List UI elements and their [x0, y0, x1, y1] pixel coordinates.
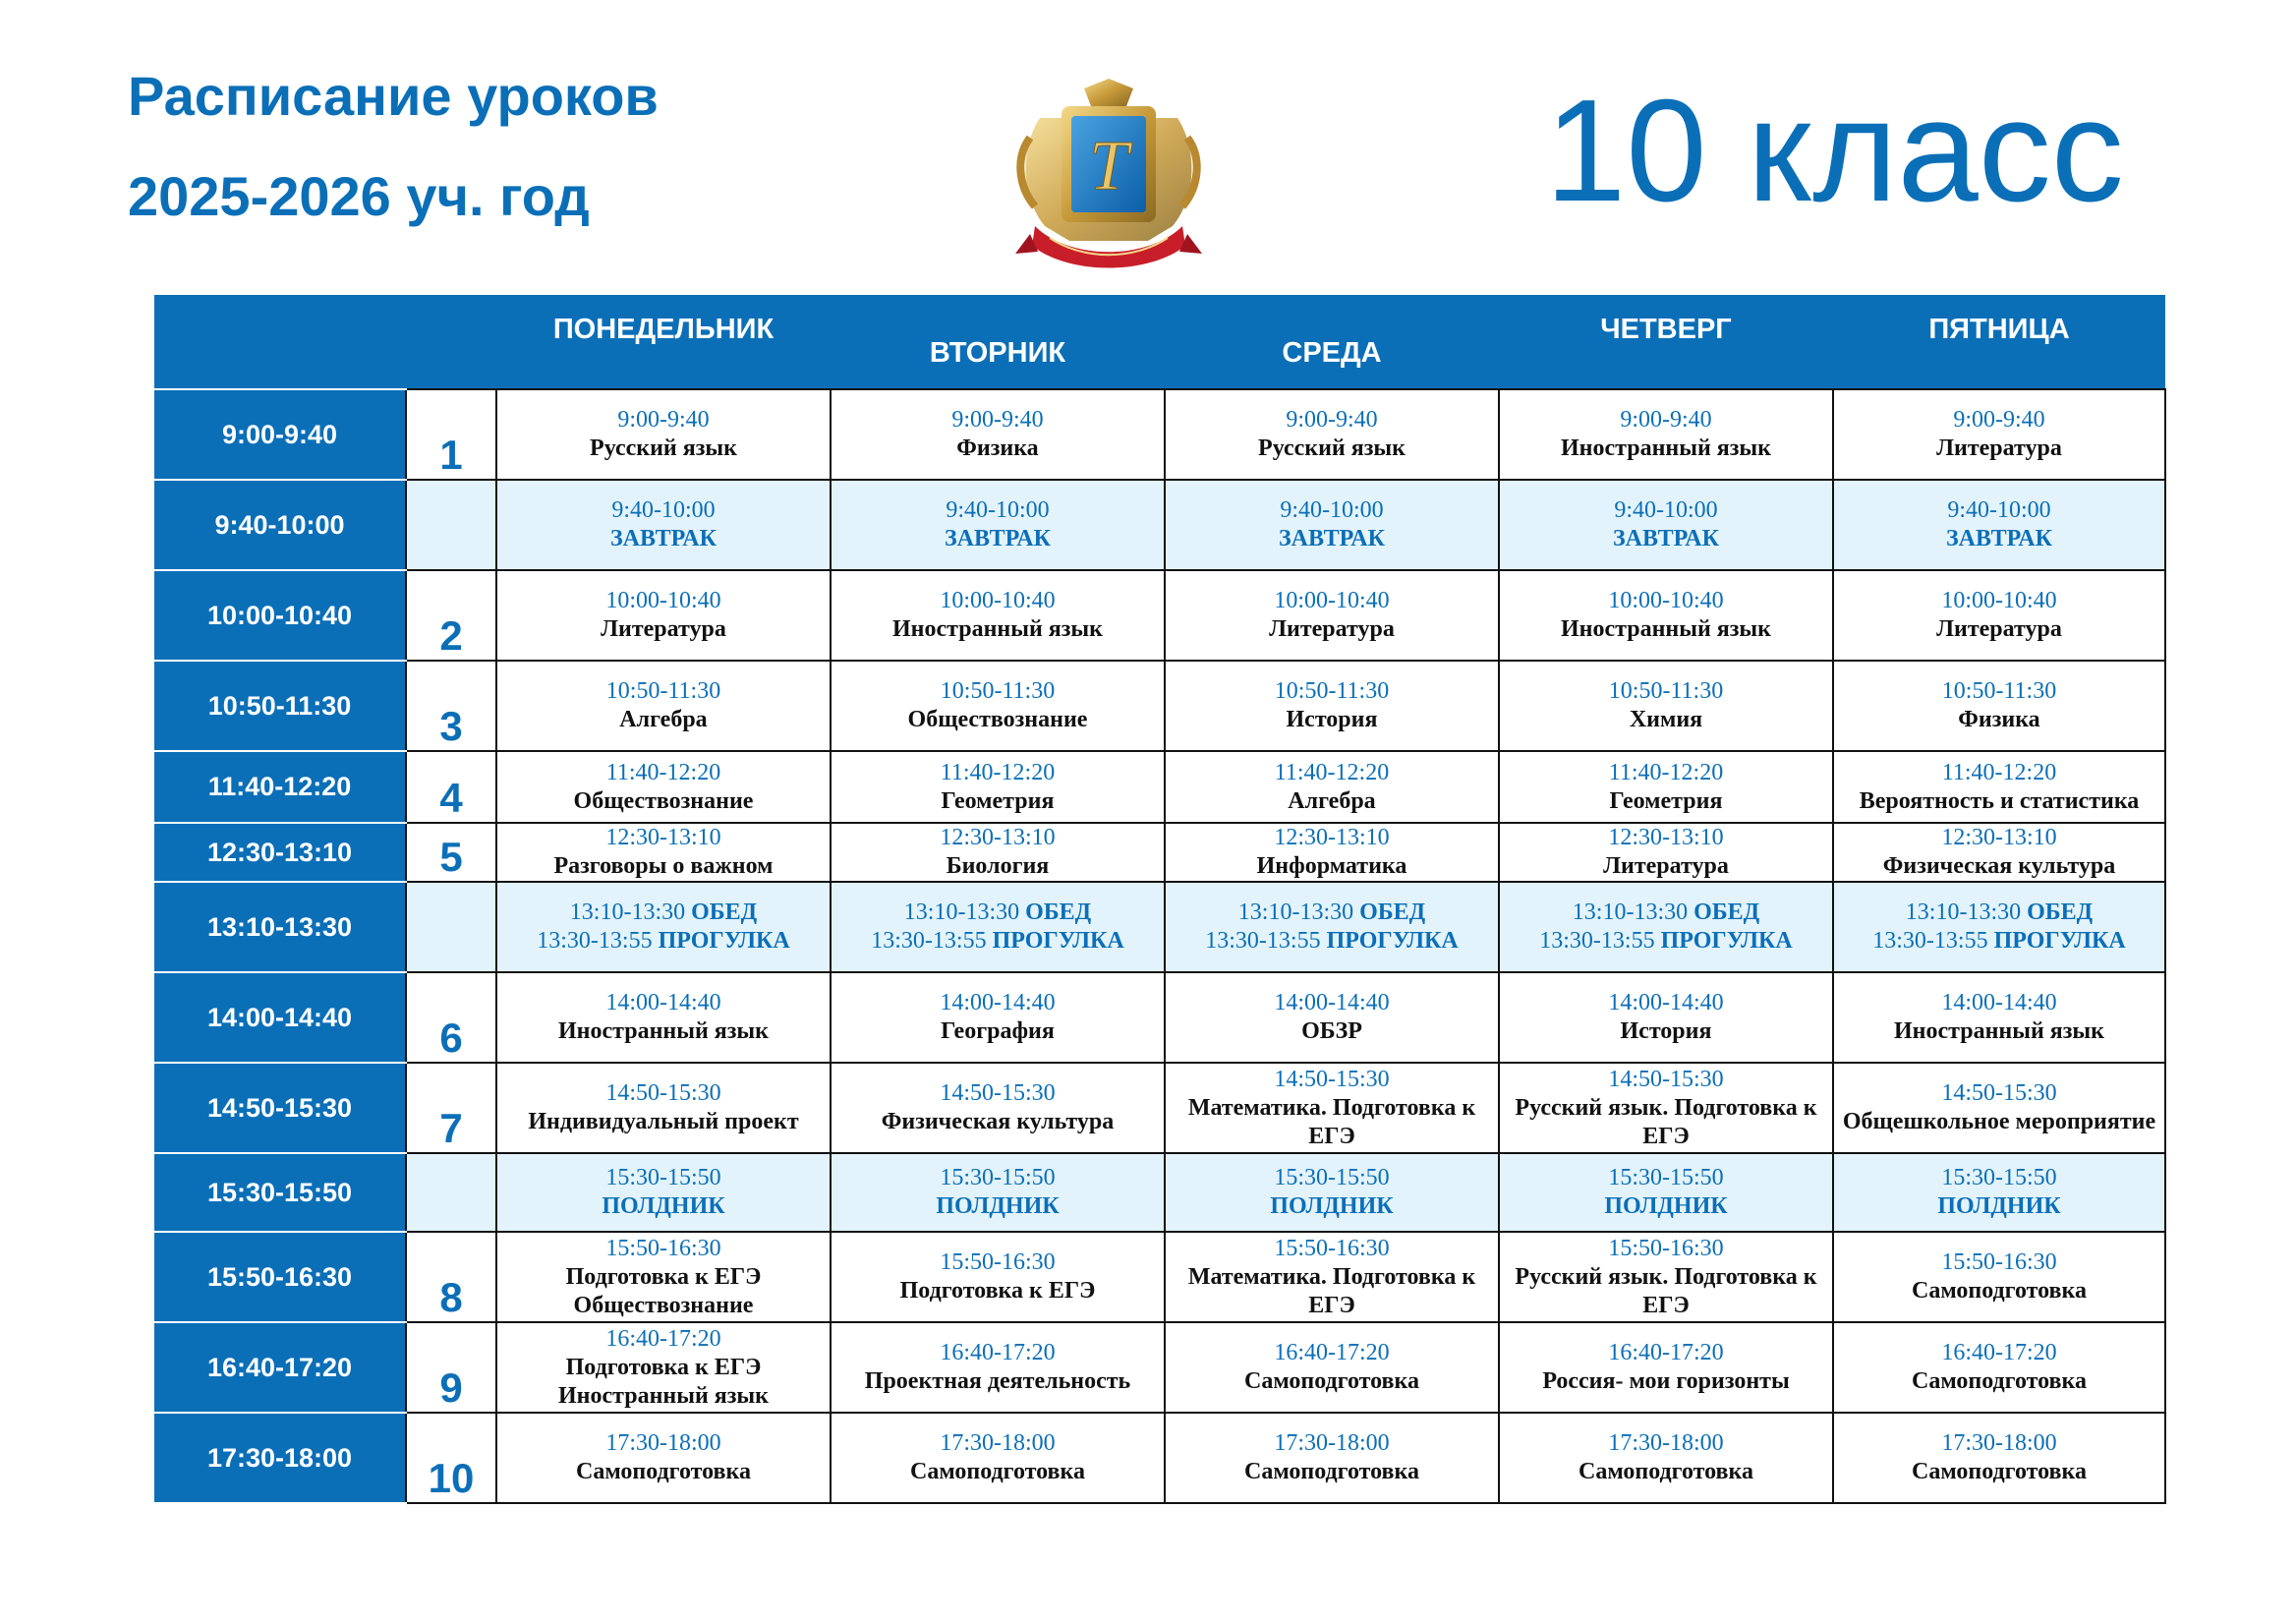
lesson-cell — [496, 570, 831, 661]
break-label: ЗАВТРАК — [1612, 526, 1720, 551]
lesson-time: 10:50-11:30 — [1941, 678, 2057, 704]
schedule-row — [154, 480, 2165, 570]
lesson-subject: География — [941, 1018, 1055, 1044]
lesson-time: 10:50-11:30 — [940, 678, 1056, 704]
lesson-number: 3 — [406, 661, 496, 751]
lesson-cell — [1499, 1232, 1833, 1322]
lesson-time: 11:40-12:20 — [1274, 759, 1390, 785]
lesson-cell — [1499, 661, 1833, 751]
header-corner-num — [406, 295, 496, 389]
lesson-cell — [496, 1322, 831, 1413]
lesson-cell — [1833, 570, 2165, 661]
lesson-cell — [1833, 1322, 2165, 1413]
day-header-label: ПЯТНИЦА — [1928, 314, 2070, 345]
lesson-subject: Иностранный язык — [1894, 1018, 2104, 1044]
break-line — [1500, 927, 1832, 956]
lesson-time: 16:40-17:20 — [1608, 1340, 1724, 1365]
lesson-subject: Обществознание — [907, 707, 1088, 732]
lesson-cell — [1165, 751, 1499, 823]
schedule-row — [154, 1232, 2165, 1322]
row-time: 14:50-15:30 — [154, 1063, 406, 1153]
lesson-cell — [831, 570, 1165, 661]
day-header-label: ПОНЕДЕЛЬНИК — [552, 314, 775, 345]
lesson-time: 10:00-10:40 — [940, 588, 1056, 613]
header-corner — [154, 295, 406, 389]
days-header-row — [154, 295, 2165, 389]
schedule-row — [154, 1322, 2165, 1413]
break-line — [832, 899, 1164, 927]
lesson-number — [406, 1153, 496, 1232]
day-header-0 — [496, 295, 831, 389]
lesson-time: 16:40-17:20 — [1941, 1340, 2057, 1365]
lesson-cell — [1499, 1063, 1833, 1153]
lesson-subject: Математика. Подготовка к ЕГЭ — [1187, 1094, 1476, 1149]
row-time: 13:10-13:30 — [154, 882, 406, 972]
day-header-3 — [1499, 295, 1833, 389]
schedule-row — [154, 882, 2165, 972]
lesson-cell — [1833, 1413, 2165, 1503]
row-time: 14:00-14:40 — [154, 972, 406, 1063]
lesson-subject: Самоподготовка — [1244, 1368, 1419, 1394]
lesson-subject: Литература — [1603, 853, 1729, 879]
lesson-time: 12:30-13:10 — [1941, 825, 2057, 850]
lesson-number: 6 — [406, 972, 496, 1063]
lesson-time: 14:00-14:40 — [605, 990, 721, 1015]
schedule-row — [154, 570, 2165, 661]
lesson-time: 17:30-18:00 — [1608, 1430, 1724, 1456]
lesson-cell — [1165, 882, 1499, 972]
lesson-cell — [1499, 751, 1833, 823]
break-label: ПРОГУЛКА — [1326, 928, 1459, 954]
lesson-time: 16:40-17:20 — [940, 1340, 1056, 1365]
lesson-time: 10:50-11:30 — [1274, 678, 1390, 704]
crest-monogram: Т — [1088, 126, 1129, 204]
lesson-subject: Информатика — [1256, 853, 1407, 879]
lesson-time: 17:30-18:00 — [605, 1430, 721, 1456]
lesson-time: 15:30-15:50 — [605, 1165, 721, 1190]
day-header-2 — [1165, 295, 1499, 389]
schedule-table — [154, 295, 2166, 1504]
lesson-cell — [496, 389, 831, 480]
lesson-subject: Самоподготовка — [1578, 1459, 1753, 1484]
break-label: ОБЕД — [691, 899, 758, 925]
break-label: ПРОГУЛКА — [658, 928, 790, 954]
lesson-subject: Литература — [1936, 435, 2062, 461]
break-line — [497, 927, 830, 956]
break-label: ЗАВТРАК — [944, 526, 1052, 551]
lesson-cell — [496, 751, 831, 823]
lesson-subject: Россия- мои горизонты — [1542, 1368, 1790, 1394]
schedule-row — [154, 972, 2165, 1063]
break-line — [1834, 899, 2164, 927]
lesson-subject: Проектная деятельность — [864, 1368, 1131, 1394]
lesson-time: 9:00-9:40 — [1286, 407, 1378, 433]
lesson-cell — [1833, 480, 2165, 570]
lesson-cell — [1499, 882, 1833, 972]
lesson-cell — [1499, 570, 1833, 661]
grade-label: 10 класс — [1545, 70, 2124, 232]
lesson-cell — [1499, 972, 1833, 1063]
lesson-number: 4 — [406, 751, 496, 823]
break-label: ЗАВТРАК — [1945, 526, 2053, 551]
row-time: 10:50-11:30 — [154, 661, 406, 751]
lesson-time: 9:00-9:40 — [1953, 407, 2045, 433]
lesson-subject: Самоподготовка — [1912, 1278, 2087, 1304]
lesson-cell — [831, 480, 1165, 570]
lesson-subject: Русский язык — [590, 435, 737, 461]
row-time: 12:30-13:10 — [154, 823, 406, 882]
break-line — [832, 927, 1164, 956]
lesson-time: 17:30-18:00 — [1941, 1430, 2057, 1456]
lesson-subject: Обществознание — [573, 787, 754, 814]
lesson-time: 12:30-13:10 — [940, 825, 1056, 850]
lesson-subject: Литература — [601, 616, 726, 642]
lesson-cell — [1833, 1063, 2165, 1153]
lesson-subject: Индивидуальный проект — [528, 1109, 799, 1134]
break-line — [497, 899, 830, 927]
break-label: ПОЛДНИК — [1604, 1193, 1728, 1219]
lesson-cell — [1165, 389, 1499, 480]
break-label: ЗАВТРАК — [1278, 526, 1386, 551]
lesson-subject: Иностранный язык — [1561, 616, 1771, 642]
lesson-number: 8 — [406, 1232, 496, 1322]
lesson-subject: Математика. Подготовка к ЕГЭ — [1187, 1263, 1476, 1318]
lesson-subject: Геометрия — [941, 787, 1055, 814]
lesson-cell — [831, 882, 1165, 972]
lesson-cell — [496, 1413, 831, 1503]
school-crest-icon — [1010, 79, 1207, 281]
lesson-time: 15:30-15:50 — [940, 1165, 1056, 1190]
lesson-subject: Алгебра — [619, 707, 708, 732]
day-header-4 — [1833, 295, 2165, 389]
lesson-time: 14:50-15:30 — [1941, 1080, 2057, 1106]
schedule-row — [154, 1413, 2165, 1503]
lesson-cell — [1165, 661, 1499, 751]
lesson-number: 5 — [406, 823, 496, 882]
lesson-time: 16:40-17:20 — [605, 1325, 721, 1352]
lesson-cell — [831, 661, 1165, 751]
lesson-subject: Русский язык. Подготовка к ЕГЭ — [1515, 1263, 1817, 1318]
lesson-time: 14:00-14:40 — [1608, 990, 1724, 1015]
lesson-subject: Вероятность и статистика — [1859, 787, 2140, 814]
lesson-subject: Самоподготовка — [1912, 1368, 2087, 1394]
lesson-time: 10:00-10:40 — [605, 588, 721, 613]
break-time: 13:30-13:55 — [537, 928, 653, 954]
lesson-subject: Физическая культура — [881, 1109, 1115, 1134]
lesson-time: 9:00-9:40 — [951, 407, 1044, 433]
lesson-subject: Самоподготовка — [576, 1459, 751, 1484]
break-time: 13:30-13:55 — [1539, 928, 1655, 954]
lesson-cell — [831, 751, 1165, 823]
lesson-time: 17:30-18:00 — [940, 1430, 1056, 1456]
row-time: 15:30-15:50 — [154, 1153, 406, 1232]
lesson-time: 11:40-12:20 — [605, 759, 721, 785]
lesson-cell — [831, 389, 1165, 480]
lesson-subject: Литература — [1269, 616, 1395, 642]
lesson-cell — [1499, 389, 1833, 480]
day-header-1 — [831, 295, 1165, 389]
lesson-time: 12:30-13:10 — [1274, 825, 1390, 850]
row-time: 10:00-10:40 — [154, 570, 406, 661]
break-time: 13:30-13:55 — [871, 928, 987, 954]
lesson-subject: История — [1286, 707, 1378, 732]
lesson-cell — [831, 1232, 1165, 1322]
schedule-row — [154, 389, 2165, 480]
lesson-time: 9:00-9:40 — [1620, 407, 1712, 433]
lesson-time: 14:00-14:40 — [1941, 990, 2057, 1015]
lesson-cell — [496, 972, 831, 1063]
lesson-cell — [496, 1232, 831, 1322]
schedule-row — [154, 751, 2165, 823]
lesson-cell — [1499, 1322, 1833, 1413]
lesson-number: 9 — [406, 1322, 496, 1413]
break-time: 13:10-13:30 — [569, 899, 686, 925]
break-time: 13:10-13:30 — [903, 899, 1020, 925]
lesson-cell — [1833, 1153, 2165, 1232]
lesson-time: 14:00-14:40 — [940, 990, 1056, 1015]
lesson-subject: Физика — [956, 435, 1039, 461]
break-time: 13:10-13:30 — [1572, 899, 1689, 925]
lesson-subject: Разговоры о важном — [553, 853, 774, 879]
lesson-time: 14:00-14:40 — [1274, 990, 1390, 1015]
lesson-time: 9:00-9:40 — [617, 407, 710, 433]
break-label: ПРОГУЛКА — [992, 928, 1124, 954]
lesson-subject: История — [1620, 1018, 1712, 1044]
lesson-cell — [1165, 972, 1499, 1063]
row-time: 11:40-12:20 — [154, 751, 406, 823]
lesson-subject: Самоподготовка — [1912, 1459, 2087, 1484]
lesson-cell — [831, 1322, 1165, 1413]
lesson-cell — [1833, 882, 2165, 972]
lesson-subject: Физика — [1958, 707, 2040, 732]
lesson-number: 1 — [406, 389, 496, 480]
row-time: 9:40-10:00 — [154, 480, 406, 570]
lesson-time: 10:00-10:40 — [1274, 588, 1390, 613]
lesson-cell — [1165, 1413, 1499, 1503]
lesson-cell — [831, 823, 1165, 882]
row-time: 17:30-18:00 — [154, 1413, 406, 1503]
day-header-label: ЧЕТВЕРГ — [1600, 314, 1732, 345]
lesson-cell — [1165, 1063, 1499, 1153]
lesson-subject: Самоподготовка — [910, 1459, 1085, 1484]
schedule-row — [154, 1153, 2165, 1232]
break-label: ОБЕД — [1025, 899, 1092, 925]
lesson-time: 17:30-18:00 — [1274, 1430, 1390, 1456]
lesson-subject: Литература — [1936, 616, 2062, 642]
lesson-number: 2 — [406, 570, 496, 661]
lesson-time: 9:40-10:00 — [1280, 497, 1384, 523]
schedule-row — [154, 1063, 2165, 1153]
lesson-subject: Общешкольное мероприятие — [1842, 1109, 2156, 1134]
lesson-time: 9:40-10:00 — [1947, 497, 2051, 523]
lesson-time: 9:40-10:00 — [611, 497, 716, 523]
break-line — [1834, 927, 2164, 956]
lesson-cell — [1833, 751, 2165, 823]
lesson-subject: Русский язык. Подготовка к ЕГЭ — [1515, 1094, 1817, 1149]
lesson-time: 14:50-15:30 — [605, 1080, 721, 1106]
lesson-time: 11:40-12:20 — [940, 759, 1056, 785]
lesson-cell — [496, 1153, 831, 1232]
lesson-cell — [1499, 1153, 1833, 1232]
break-label: ОБЕД — [1693, 899, 1760, 925]
lesson-cell — [1499, 480, 1833, 570]
day-header-label: СРЕДА — [1282, 337, 1382, 369]
lesson-cell — [1165, 823, 1499, 882]
lesson-time: 9:40-10:00 — [946, 497, 1050, 523]
schedule-title: Расписание уроков — [128, 65, 659, 127]
lesson-time: 14:50-15:30 — [1274, 1066, 1390, 1092]
lesson-time: 10:00-10:40 — [1941, 588, 2057, 613]
break-time: 13:10-13:30 — [1237, 899, 1354, 925]
lesson-time: 10:50-11:30 — [605, 678, 721, 704]
lesson-cell — [1833, 661, 2165, 751]
break-time: 13:30-13:55 — [1205, 928, 1321, 954]
break-line — [1500, 899, 1832, 927]
lesson-time: 10:00-10:40 — [1608, 588, 1724, 613]
break-label: ПОЛДНИК — [1270, 1193, 1394, 1219]
lesson-time: 11:40-12:20 — [1608, 759, 1724, 785]
lesson-subject: Геометрия — [1609, 787, 1723, 814]
lesson-time: 15:30-15:50 — [1941, 1165, 2057, 1190]
lesson-subject: Подготовка к ЕГЭ Обществознание — [565, 1263, 762, 1318]
lesson-subject: Русский язык — [1258, 435, 1406, 461]
lesson-time: 9:40-10:00 — [1614, 497, 1718, 523]
lesson-subject: Иностранный язык — [892, 616, 1103, 642]
lesson-subject: Физическая культура — [1882, 853, 2116, 879]
lesson-time: 12:30-13:10 — [605, 825, 721, 850]
break-time: 13:10-13:30 — [1905, 899, 2022, 925]
break-label: ПОЛДНИК — [602, 1193, 725, 1219]
lesson-cell — [1833, 823, 2165, 882]
row-time: 15:50-16:30 — [154, 1232, 406, 1322]
lesson-cell — [831, 972, 1165, 1063]
lesson-time: 15:50-16:30 — [1608, 1235, 1724, 1261]
break-label: ОБЕД — [1359, 899, 1426, 925]
lesson-subject: Алгебра — [1288, 787, 1376, 814]
break-label: ПОЛДНИК — [936, 1193, 1060, 1219]
lesson-subject: Химия — [1629, 707, 1703, 732]
lesson-subject: Подготовка к ЕГЭ Иностранный язык — [558, 1354, 769, 1409]
lesson-cell — [1833, 972, 2165, 1063]
break-time: 13:30-13:55 — [1872, 928, 1988, 954]
lesson-number: 10 — [406, 1413, 496, 1503]
schedule-row — [154, 661, 2165, 751]
lesson-time: 15:50-16:30 — [940, 1249, 1056, 1275]
lesson-cell — [831, 1153, 1165, 1232]
lesson-cell — [1165, 1153, 1499, 1232]
lesson-cell — [1499, 1413, 1833, 1503]
schedule-row — [154, 823, 2165, 882]
lesson-time: 11:40-12:20 — [1941, 759, 2057, 785]
lesson-time: 10:50-11:30 — [1608, 678, 1724, 704]
day-header-label: ВТОРНИК — [929, 337, 1066, 369]
lesson-time: 14:50-15:30 — [1608, 1066, 1724, 1092]
break-line — [1166, 927, 1498, 956]
break-label: ПРОГУЛКА — [1993, 928, 2126, 954]
lesson-time: 16:40-17:20 — [1274, 1340, 1390, 1365]
break-label: ПРОГУЛКА — [1660, 928, 1793, 954]
lesson-cell — [1833, 389, 2165, 480]
lesson-subject: Самоподготовка — [1244, 1459, 1419, 1484]
lesson-time: 14:50-15:30 — [940, 1080, 1056, 1106]
break-label: ОБЕД — [2027, 899, 2094, 925]
lesson-number: 7 — [406, 1063, 496, 1153]
lesson-subject: ОБЗР — [1301, 1018, 1362, 1044]
lesson-cell — [496, 1063, 831, 1153]
lesson-time: 12:30-13:10 — [1608, 825, 1724, 850]
lesson-cell — [831, 1063, 1165, 1153]
lesson-time: 15:30-15:50 — [1274, 1165, 1390, 1190]
lesson-subject: Иностранный язык — [1561, 435, 1771, 461]
row-time: 16:40-17:20 — [154, 1322, 406, 1413]
lesson-cell — [1833, 1232, 2165, 1322]
lesson-time: 15:50-16:30 — [605, 1235, 721, 1261]
lesson-cell — [831, 1413, 1165, 1503]
lesson-subject: Подготовка к ЕГЭ — [899, 1278, 1096, 1304]
lesson-number — [406, 480, 496, 570]
row-time: 9:00-9:40 — [154, 389, 406, 480]
lesson-time: 15:30-15:50 — [1608, 1165, 1724, 1190]
school-year: 2025-2026 уч. год — [128, 165, 590, 227]
lesson-time: 15:50-16:30 — [1274, 1235, 1390, 1261]
lesson-subject: Иностранный язык — [558, 1018, 769, 1044]
lesson-cell — [1165, 480, 1499, 570]
lesson-cell — [1499, 823, 1833, 882]
lesson-cell — [496, 882, 831, 972]
lesson-cell — [496, 823, 831, 882]
lesson-number — [406, 882, 496, 972]
lesson-subject: Биология — [946, 853, 1050, 879]
lesson-cell — [1165, 1322, 1499, 1413]
break-line — [1166, 899, 1498, 927]
lesson-cell — [496, 661, 831, 751]
lesson-cell — [496, 480, 831, 570]
lesson-time: 15:50-16:30 — [1941, 1249, 2057, 1275]
break-label: ЗАВТРАК — [609, 526, 718, 551]
lesson-cell — [1165, 570, 1499, 661]
break-label: ПОЛДНИК — [1937, 1193, 2061, 1219]
lesson-cell — [1165, 1232, 1499, 1322]
